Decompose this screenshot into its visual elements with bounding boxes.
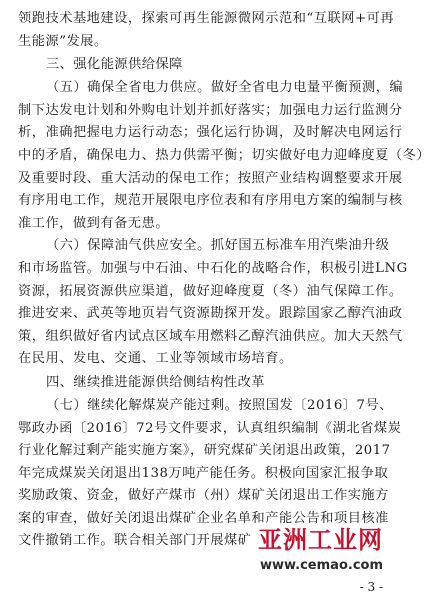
watermark-logo: 亚洲工业网 [258, 526, 383, 554]
body-text-line: 在民用、发电、交通、工业等领域市场培育。 [18, 351, 293, 367]
paragraph-first-line: （六）保障油气供应安全。抓好国五标准车用汽柴油升级 [46, 238, 390, 254]
watermark [235, 526, 385, 574]
body-text-line: 策，组织做好省内试点区域车用燃料乙醇汽油供应。加大天然气 [18, 328, 403, 344]
body-text-line: 鄂政办函〔2016〕72号文件要求，认真组织编制《湖北省煤炭 [18, 420, 402, 436]
body-text-line: 奖励政策、资金，做好产煤市（州）煤矿关闭退出工作实施方 [18, 488, 389, 504]
page-number: - 3 - [359, 580, 383, 594]
section-heading: 四、继续推进能源供给侧结构性改革 [46, 374, 265, 390]
body-text-line: 和市场监管。加强与中石油、中石化的战略合作，积极引进LNG [18, 260, 408, 276]
body-text-line: 及重要时段、重大活动的保电工作；按照产业结构调整要求开展 [18, 170, 403, 186]
body-text-line: 领跑技术基地建设，探索可再生能源微网示范和“互联网+可再 [18, 11, 395, 26]
body-text-line: 行业化解过剩产能实施方案》，研究煤矿关闭退出政策，2017 [18, 443, 391, 459]
body-text-line: 准工作，做到有备无患。 [18, 215, 170, 231]
body-text-line: 析，准确把握电力运行动态；强化运行协调，及时解决电网运行 [18, 125, 403, 141]
paragraph-first-line: （七）继续化解煤炭产能过剩。按照国发〔2016〕7号、 [46, 397, 393, 413]
body-text-line: 年完成煤炭关闭退出138万吨产能任务。积极向国家汇报争取 [18, 465, 389, 481]
watermark-url: www.cemao.com [259, 558, 383, 573]
section-heading: 三、强化能源供给保障 [46, 57, 183, 73]
body-text-line: 有序用电工作，规范开展限电序位表和有序用电方案的编制与核 [18, 193, 403, 209]
body-text-line: 推进安来、武英等地页岩气资源勘探开发。跟踪国家乙醇汽油政 [18, 306, 403, 322]
body-text-line: 文件撤销工作。联合相关部门开展煤矿 [18, 533, 252, 549]
paragraph-first-line: （五）确保全省电力供应。做好全省电力电量平衡预测，编 [46, 80, 404, 96]
body-text-line: 中的矛盾，确保电力、热力供需平衡；切实做好电力迎峰度夏（冬） [18, 147, 430, 163]
body-text-line: 案的审查，做好关闭退出煤矿企业名单和产能公告和项目核准 [18, 510, 389, 526]
body-text-line: 资源，拓展资源供应渠道，做好迎峰度夏（冬）油气保障工作。 [18, 283, 403, 299]
body-text-line: 生能源”发展。 [18, 33, 108, 49]
body-text-line: 制下达发电计划和外购电计划并抓好落实；加强电力运行监测分 [18, 102, 403, 118]
